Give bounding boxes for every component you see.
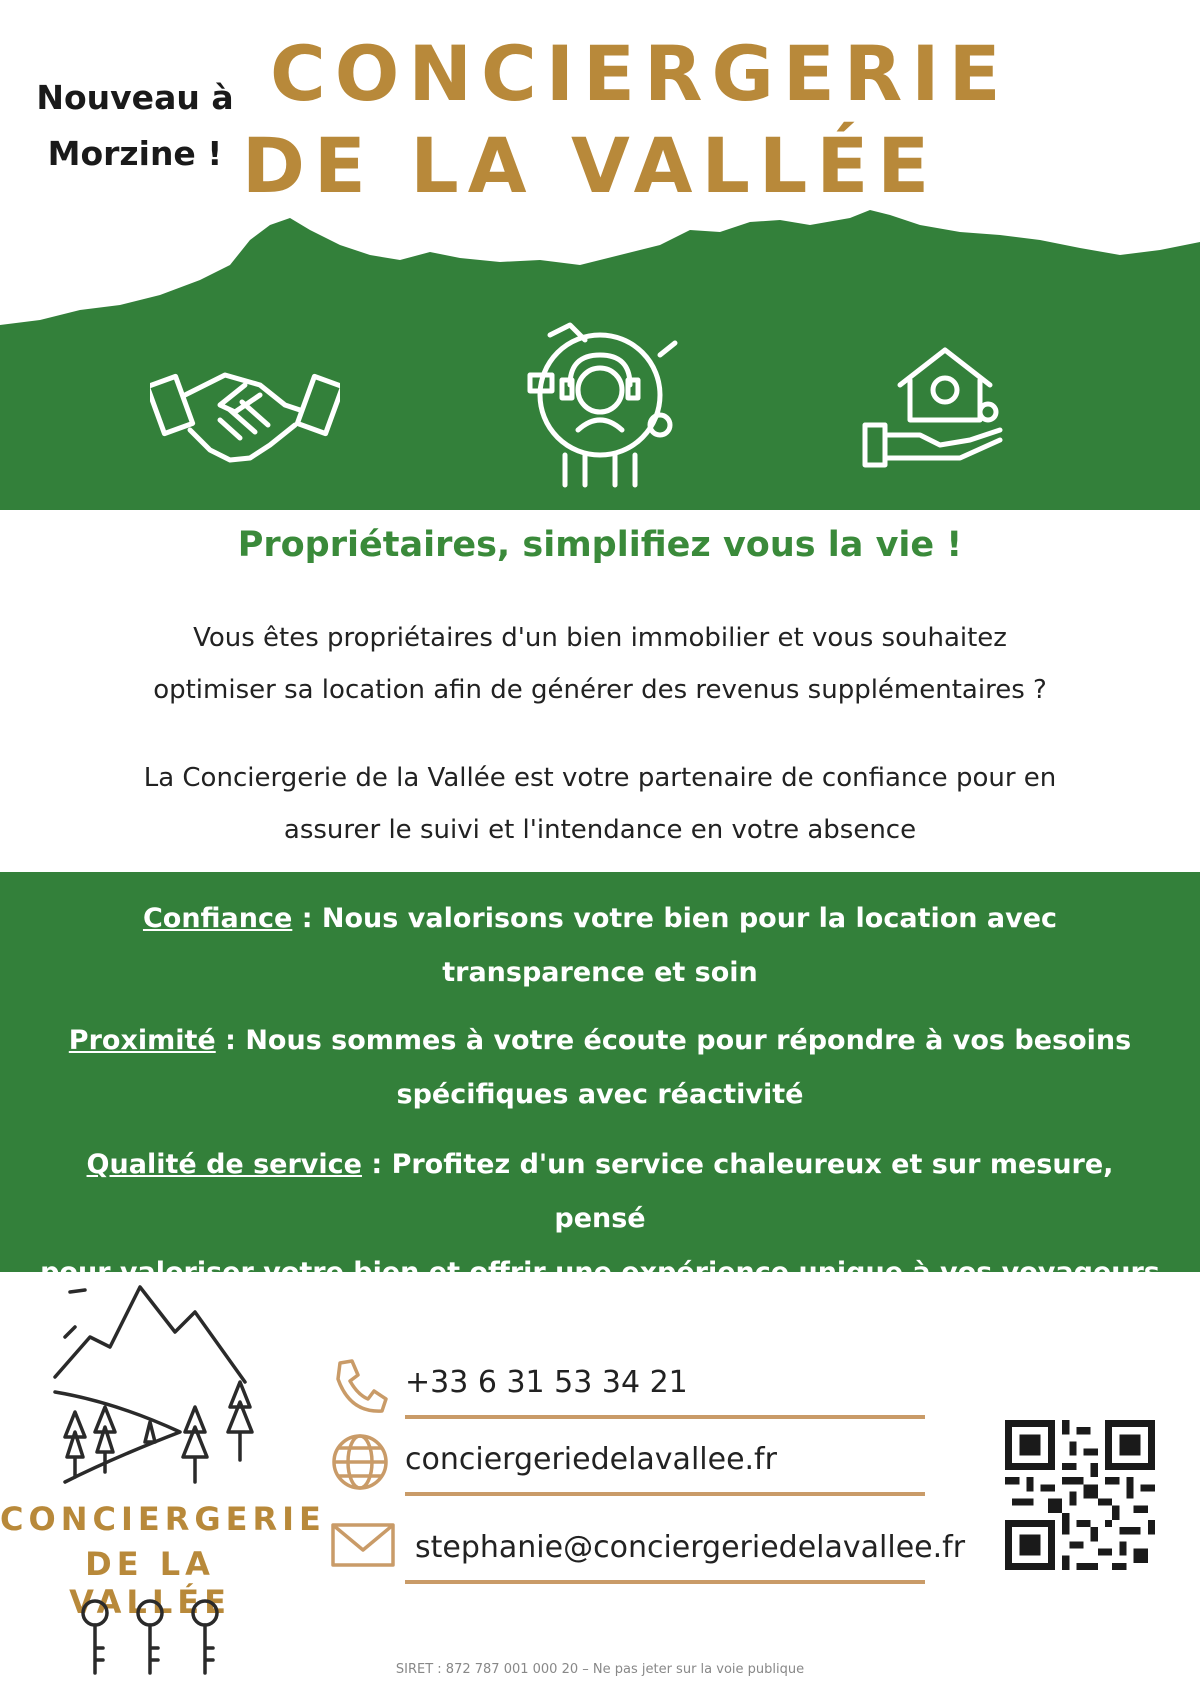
value-qualite: [40, 1138, 1160, 1300]
contact-website-row: [330, 1432, 950, 1512]
value-keyword: Proximité: [68, 1025, 216, 1056]
phone-icon: [330, 1355, 390, 1415]
divider: [405, 1492, 925, 1496]
intro-paragraph-1: [40, 612, 1160, 716]
values-band: [0, 872, 1200, 1288]
brand-title: [241, 29, 1010, 214]
intro-paragraph-1-line2: optimiser sa location afin de générer des revenus supplémentaires ?: [153, 675, 1047, 705]
logo-text-line2: DE LA VALLÉE: [69, 1545, 231, 1621]
intro-paragraph-2: [40, 752, 1160, 856]
divider: [405, 1415, 925, 1419]
value-text: : Nous valorisons votre bien pour la location avec: [292, 903, 1058, 934]
phone-number[interactable]: +33 6 31 53 34 21: [405, 1365, 688, 1400]
value-proximite: [40, 1014, 1160, 1122]
brand-title-line2: DE LA VALLÉE: [241, 121, 939, 210]
value-text: : Profitez d'un service chaleureux et sur mesure, pensé: [361, 1149, 1114, 1234]
footer-note: SIRET : 872 787 001 000 20 – Ne pas jeter sur la voie publique: [395, 1662, 805, 1677]
value-keyword: Confiance: [142, 903, 293, 934]
house-euro-hand-icon: [860, 340, 1010, 470]
tagline-line1: Nouveau à: [36, 78, 234, 117]
value-text: spécifiques avec réactivité: [396, 1079, 804, 1110]
qr-code[interactable]: [1005, 1420, 1155, 1570]
intro-paragraph-1-line1: Vous êtes propriétaires d'un bien immobilier et vous souhaitez: [193, 623, 1007, 653]
intro-paragraph-2-line2: assurer le suivi et l'intendance en votre absence: [283, 815, 917, 845]
contact-email-row: [330, 1520, 966, 1600]
tagline-line2: Morzine !: [47, 134, 223, 173]
logo-text-line1: CONCIERGERIE: [0, 1500, 326, 1538]
website-link[interactable]: conciergeriedelavallee.fr: [405, 1442, 777, 1477]
customer-service-icon: [510, 315, 690, 490]
email-link[interactable]: stephanie@conciergeriedelavallee.fr: [415, 1530, 966, 1565]
value-confiance: [40, 892, 1160, 1000]
logo-mountains-trees: [45, 1282, 275, 1492]
subtitle: Propriétaires, simplifiez vous la vie !: [237, 525, 963, 565]
divider: [405, 1580, 925, 1584]
value-text: transparence et soin: [442, 957, 758, 988]
envelope-icon: [330, 1520, 396, 1570]
tagline: [20, 70, 250, 182]
value-keyword: Qualité de service: [86, 1149, 362, 1180]
brand-title-line1: CONCIERGERIE: [270, 29, 1010, 118]
contact-phone-row: [330, 1355, 950, 1435]
value-text: pour valoriser votre bien et offrir une expérience unique à vos voyageurs: [40, 1257, 1160, 1288]
value-text: : Nous sommes à votre écoute pour répondre à vos besoins: [215, 1025, 1132, 1056]
intro-paragraph-2-line1: La Conciergerie de la Vallée est votre partenaire de confiance pour en: [143, 763, 1057, 793]
globe-icon: [330, 1432, 390, 1492]
handshake-icon: [150, 350, 340, 470]
